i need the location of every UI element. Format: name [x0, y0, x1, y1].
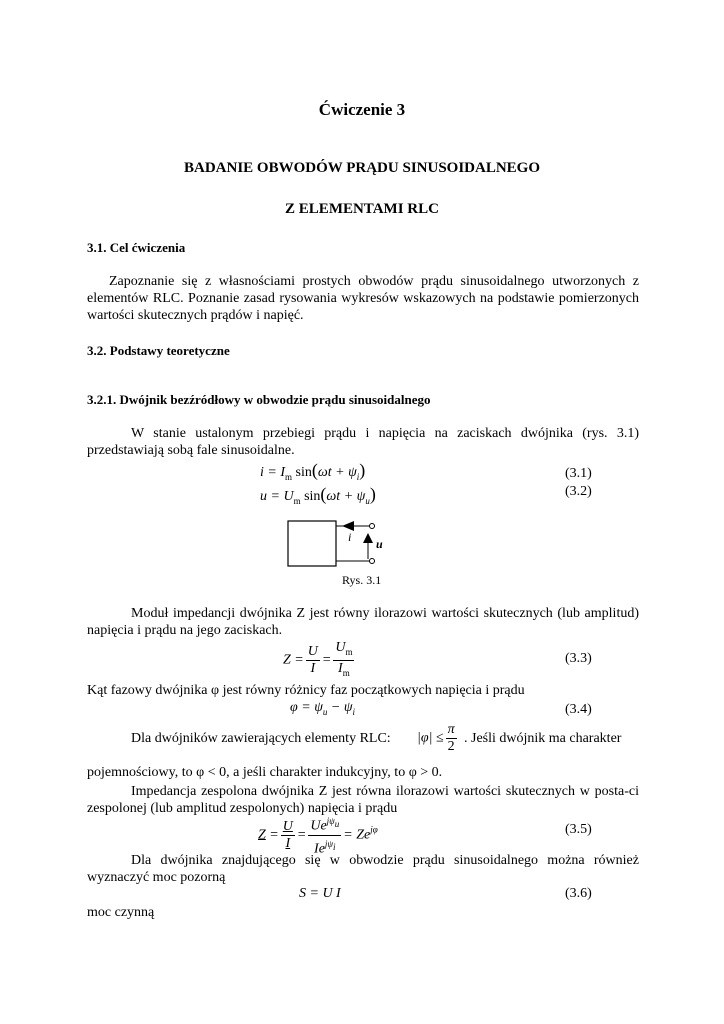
figure-caption: Rys. 3.1: [342, 573, 382, 587]
equation-3-1-number: (3.1): [565, 466, 592, 481]
rlc-condition-inequality: |φ| ≤ $\frac{\pi}{2}$: [417, 722, 455, 754]
figure-label-i: i: [348, 530, 352, 544]
equation-3-4: $\varphi = \psi_u - \psi_i$: [290, 700, 356, 717]
paragraph-rlc-condition: [87, 722, 639, 762]
paragraph-phase-angle: Kąt fazowy dwójnika φ jest równy różnicy faz początkowych napięcia i prądu: [87, 683, 525, 698]
equation-3-6-number: (3.6): [565, 886, 592, 901]
paragraph-apparent-power: Dla dwójnika znajdującego się w obwodzie prądu sinusoidalnego można również wyznaczyć moc pozorną: [87, 853, 639, 885]
section-3-2-1-heading: 3.2.1. Dwójnik bezźródłowy w obwodzie prądu sinusoidalnego: [87, 392, 431, 407]
terminal-bottom: [370, 559, 375, 564]
main-title-line2: Z ELEMENTAMI RLC: [285, 201, 439, 217]
paragraph-capacitive-inductive: pojemnościowy, to φ < 0, a jeśli charakter indukcyjny, to φ > 0.: [87, 765, 443, 780]
rlc-condition-start: Dla dwójników zawierających elementy RLC:: [131, 731, 391, 746]
paragraph-steady-state: W stanie ustalonym przebiegi prądu i napięcia na zaciskach dwójnika (rys. 3.1) przedstawiają sobą fale sinusoidalne.: [87, 426, 639, 458]
rlc-condition-end: . Jeśli dwójnik ma charakter: [464, 731, 622, 746]
exercise-title: Ćwiczenie 3: [318, 100, 406, 119]
network-box: [288, 521, 336, 566]
equation-3-2-number: (3.2): [565, 484, 592, 499]
equation-3-3: Z = $\frac{U}{I}$ = $\frac{U_m}{I_m}$: [283, 640, 353, 678]
equation-3-3-number: (3.3): [565, 651, 592, 666]
equation-3-1: $i = I_m$ $\sin(\omega t + \psi_i)$: [260, 460, 366, 482]
equation-3-5-number: (3.5): [565, 822, 592, 837]
equation-3-2: $u = U_m$ $\sin(\omega t + \psi_u)$: [260, 484, 376, 506]
section-3-1-paragraph: Zapoznanie się z własnościami prostych obwodów prądu sinusoidalnego utworzonych z elementów RLC. Poznanie zasad rysowania wykresów wskazowych na podstawie pomierzonych wartości skutecznych prądów i napięć.: [87, 274, 639, 323]
paragraph-complex-impedance: Impedancja zespolona dwójnika Z jest równa ilorazowi wartości skutecznych w posta-ci zespolonej (lub amplitud zespolonych) napięcia i prądu: [87, 784, 639, 816]
figure-label-u: u: [376, 537, 383, 551]
terminal-top: [370, 524, 375, 529]
voltage-arrow-icon: [363, 533, 373, 543]
section-3-1-heading: 3.1. Cel ćwiczenia: [87, 240, 186, 255]
main-title-line1: BADANIE OBWODÓW PRĄDU SINUSOIDALNEGO: [183, 160, 541, 176]
paragraph-impedance-modulus: Moduł impedancji dwójnika Z jest równy ilorazowi wartości skutecznych (lub amplitud) napięcia i prądu na jego zaciskach.: [87, 606, 639, 638]
equation-3-4-number: (3.4): [565, 702, 592, 717]
section-3-2-heading: 3.2. Podstawy teoretyczne: [87, 343, 230, 358]
equation-3-5: Z = $\frac{U}{I}$ = $\frac{Ue^{j\psi_u}}{Ie^{j\psi_i}}$ = $Ze^{j\varphi}$: [258, 813, 378, 857]
paragraph-active-power: moc czynną: [87, 905, 155, 920]
equation-3-6: S = U I: [299, 886, 341, 901]
